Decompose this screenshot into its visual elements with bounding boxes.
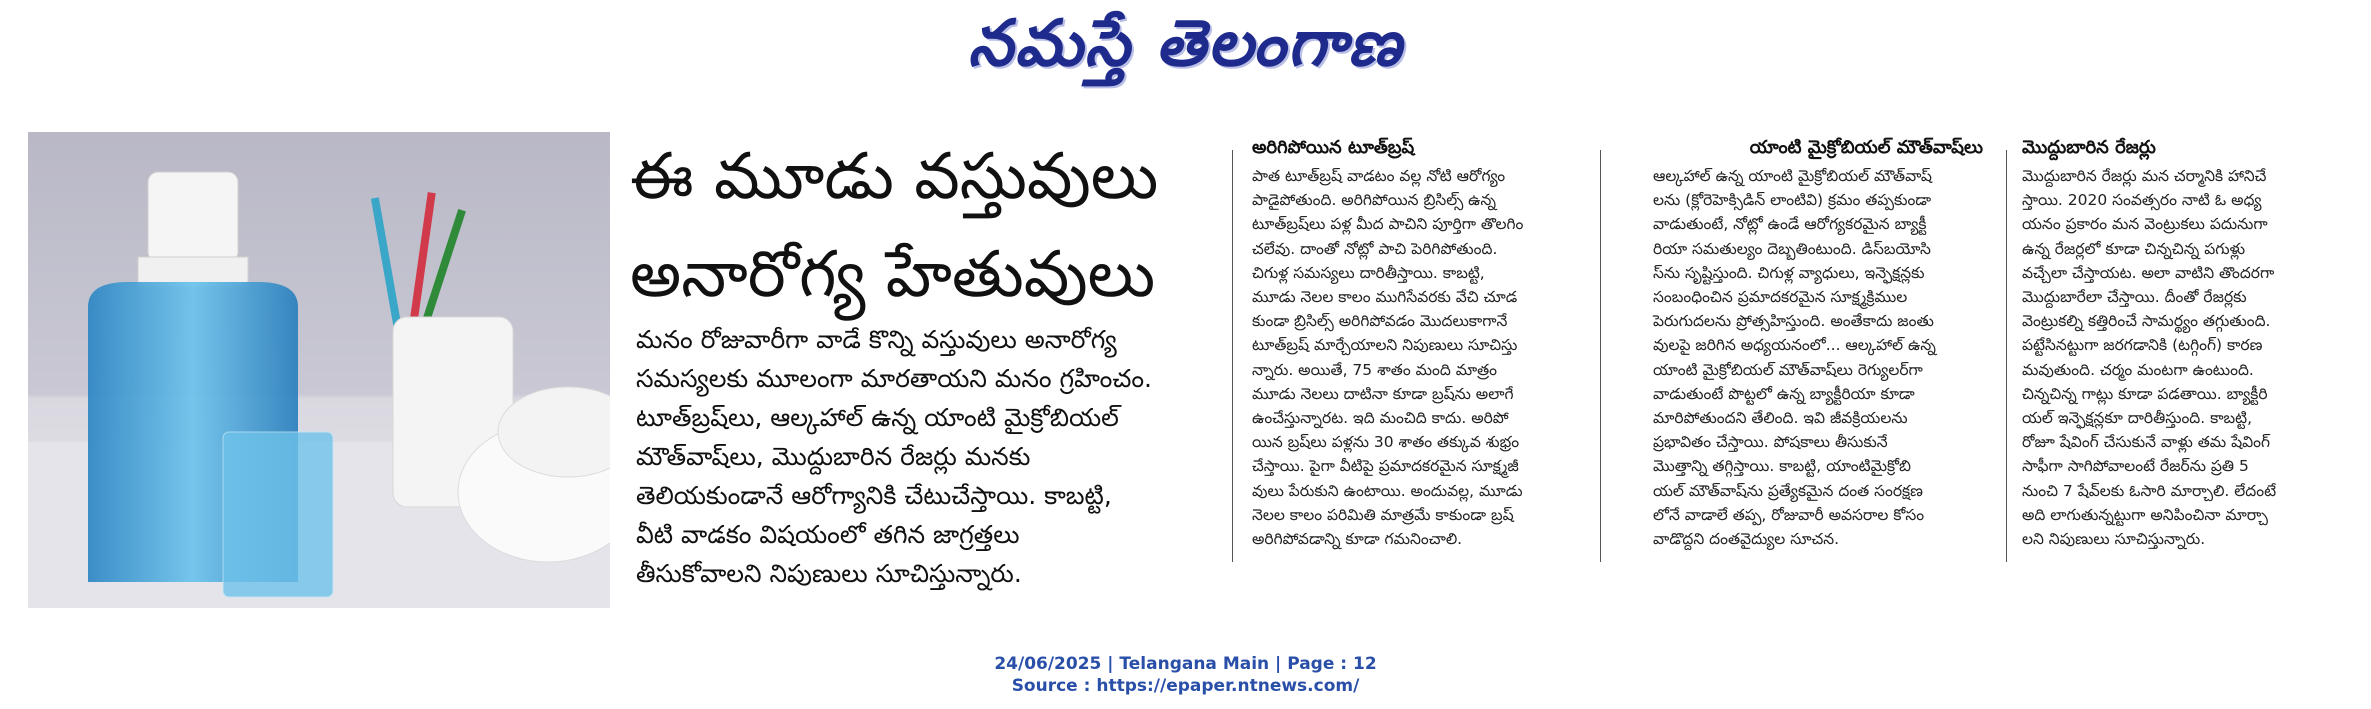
column-line: న్నారు. అయితే, 75 శాతం మంది మాత్రం [1252,360,1498,379]
column-line: మవుతుంది. చర్మం మంటగా ఉంటుంది. [2022,360,2254,379]
column-line: యిన బ్రష్‌లు పళ్లను 30 శాతం తక్కువ శుభ్రం [1252,433,1520,452]
column-divider [2006,150,2007,562]
headline [630,128,1210,324]
column-line: వాడొద్దని దంతవైద్యుల సూచన. [1653,530,1840,549]
column-line: మొద్దుబారిన రేజర్లు మన చర్మానికి హానిచే [2022,167,2267,185]
column-heading: మొద్దుబారిన రేజర్లు [2022,137,2156,158]
column-line: నెలల కాలం పరిమితి మాత్రమే కాకుండా బ్రష్ [1252,505,1514,524]
lead-line: తీసుకోవాలని నిపుణులు సూచిస్తున్నారు. [636,559,1022,588]
column-divider [1232,150,1233,562]
headline-line: అనారోగ్య హేతువులు [630,238,1156,312]
column-line: మొత్తాన్ని తగ్గిస్తాయి. కాబట్టి, యాంటిమైక్రోబి [1653,457,1911,476]
column-line: వచ్చేలా చేస్తాయట. అలా వాటిని తొందరగా [2022,263,2275,282]
column-line: చలేవు. దాంతో నోట్లో పాచి పెరిగిపోతుంది. [1252,239,1498,258]
column-line: వాడుతుంటే పొట్టలో ఉన్న బ్యాక్టీరియా కూడా [1653,384,1915,403]
column-line: సంబంధించిన ప్రమాదకరమైన సూక్ష్మక్రిముల [1653,288,1908,307]
column-line: ప్రభావితం చేస్తాయి. పోషకాలు తీసుకునే [1653,433,1888,452]
column-line: యనం ప్రకారం మన వెంట్రుకలు పదునుగా [2022,215,2268,234]
column-line: అది లాగుతున్నట్టుగా అనిపించినా మార్చా [2022,505,2268,524]
column-line: చిగుళ్ల సమస్యలు దారితీస్తాయి. కాబట్టి, [1252,263,1485,282]
column-line: లోనే వాడాలే తప్ప, రోజువారీ అవసరాల కోసం [1653,505,1925,524]
column-line: మారిపోతుందని తేలింది. ఇవి జీవక్రియలను [1653,409,1908,428]
column-line: వాడుతుంటే, నోట్లో ఉండే ఆరోగ్యకరమైన బ్యాక్టీ [1653,215,1927,234]
lead-line: తెలియకుండానే ఆరోగ్యానికి చేటుచేస్తాయి. కాబట్టి, [636,481,1112,510]
column-line: వులు పేరుకుని ఉంటాయి. అందువల్ల, మూడు [1252,481,1523,500]
column-line: సాఫీగా సాగిపోవాలంటే రేజర్‌ను ప్రతి 5 [2022,457,2249,476]
column-line: పాత టూత్‌బ్రష్ వాడటం వల్ల నోటి ఆరోగ్యం [1252,167,1506,185]
column-line: ఆల్కహాల్ ఉన్న యాంటి మైక్రోబియల్ మౌత్‌వాష్ [1653,167,1932,185]
column-line: పెరుగుదలను ప్రోత్సహిస్తుంది. అంతేకాదు జంతు [1653,312,1934,331]
column-line: స్తాయి. 2020 సంవత్సరం నాటి ఓ అధ్య [2022,191,2262,210]
lead-line: మౌత్‌వాష్‌లు, మొద్దుబారిన రేజర్లు మనకు [636,442,1031,471]
column-line: అరిగిపోవడాన్ని కూడా గమనించాలి. [1252,530,1463,549]
lead-paragraph [636,320,1226,593]
column-heading: అరిగిపోయిన టూత్‌బ్రష్ [1252,137,1415,158]
column-line: చిన్నచిన్న గాట్లు కూడా పడతాయి. బ్యాక్టీరి [2022,384,2268,403]
column-line: మూడు నెలలు దాటినా కూడా బ్రష్‌ను అలాగే [1252,384,1514,403]
lead-line: మనం రోజువారీగా వాడే కొన్ని వస్తువులు అనారోగ్య [636,325,1117,354]
column-line: నుంచి 7 షేవ్‌లకు ఓసారి మార్చాలి. లేదంటే [2022,481,2277,500]
article-photo [28,132,610,608]
column-heading: యాంటి మైక్రోబియల్ మౌత్‌వాష్‌లు [1749,137,1983,158]
column-line: యాంటి మైక్రోబియల్ మౌత్‌వాష్‌లు రెగ్యులర్‌గా [1653,360,1923,379]
column-line: చేస్తాయి. పైగా వీటిపై ప్రమాదకరమైన సూక్ష్మజీ [1252,457,1519,476]
masthead-logo: నమస్తే తెలంగాణ [967,6,1404,81]
column-line: వులపై జరిగిన అధ్యయనంలో... ఆల్కహాల్ ఉన్న [1653,336,1936,355]
column-line: యల్ మౌత్‌వాష్‌ను ప్రత్యేకమైన దంత సంరక్షణ [1653,481,1923,500]
column-line: ఉంచేస్తున్నారట. ఇది మంచిది కాదు. అరిపో [1252,409,1509,428]
column-line: పట్టేసినట్టుగా జరగడానికి (టగ్గింగ్) కారణ [2022,336,2263,355]
column-line: కుండా బ్రిసిల్స్ అరిగిపోవడం మొదలుకాగానే [1252,312,1508,331]
column-toothbrush [1252,136,1572,551]
column-line: లను (క్లోరెహెక్సిడిన్ లాంటివి) క్రమం తప్పకుండా [1653,191,1932,210]
column-line: వెంట్రుకల్ని కత్తిరించే సామర్థ్యం తగ్గుతుంది. [2022,312,2271,331]
column-line: యల్ ఇన్ఫెక్షన్లకూ దారితీస్తుంది. కాబట్టి, [2022,409,2253,428]
footer-date-page: 24/06/2025 | Telangana Main | Page : 12 [994,654,1377,674]
headline-line: ఈ మూడు వస్తువులు [630,140,1159,214]
column-line: మొద్దుబారేలా చేస్తాయి. దీంతో రేజర్లకు [2022,288,2247,307]
column-mouthwash [1653,136,1983,551]
column-line: టూత్‌బ్రష్ మార్చేయాలని నిపుణులు సూచిస్తు [1252,336,1518,355]
column-razors [2022,136,2277,551]
column-divider [1600,150,1601,562]
column-line: మూడు నెలల కాలం ముగిసేవరకు వేచి చూడ [1252,288,1518,307]
column-line: రియా సమతుల్యం దెబ్బతింటుంది. డిస్‌బయోసి [1653,239,1931,258]
column-line: లని నిపుణులు సూచిస్తున్నారు. [2022,530,2206,549]
lead-line: టూత్‌బ్రష్‌లు, ఆల్కహాల్ ఉన్న యాంటి మైక్రోబియల్ [636,403,1119,432]
column-line: టూత్‌బ్రష్‌లు పళ్ల మీద పాచిని పూర్తిగా తొలగిం [1252,215,1524,234]
lead-line: సమస్యలకు మూలంగా మారతాయని మనం గ్రహించం. [636,364,1152,393]
column-line: పాడైపోతుంది. అరిగిపోయిన బ్రిసిల్స్ ఉన్న [1252,191,1497,210]
footer-source-link[interactable]: Source : https://epaper.ntnews.com/ [1011,676,1360,696]
lead-line: వీటి వాడకం విషయంలో తగిన జాగ్రత్తలు [636,520,1020,549]
column-line: ఉన్న రేజర్లలో కూడా చిన్నచిన్న పగుళ్లు [2022,239,2246,258]
column-line: స్‌ను సృష్టిస్తుంది. చిగుళ్ల వ్యాధులు, ఇన్ఫెక్షన్లకు [1653,263,1925,282]
column-line: రోజూ షేవింగ్ చేసుకునే వాళ్లు తమ షేవింగ్ [2022,433,2271,452]
